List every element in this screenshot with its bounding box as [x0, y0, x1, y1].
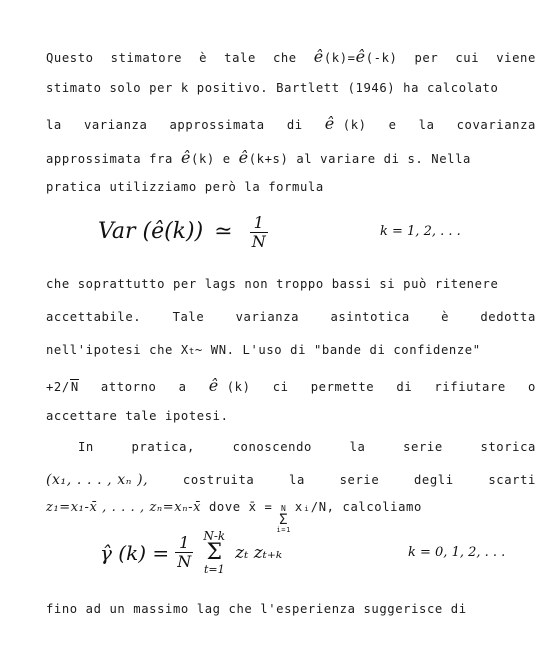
word: Questo	[46, 51, 94, 65]
k-range: k = 1, 2, . . .	[380, 224, 461, 239]
text-line-8	[46, 343, 536, 357]
rho-hat-symbol: ê	[355, 47, 366, 66]
word: che	[272, 51, 297, 65]
word: varianza	[235, 310, 300, 324]
numerator: 1	[250, 214, 268, 233]
formula-variance	[98, 214, 274, 250]
rho-hat-symbol: ê	[180, 148, 192, 167]
word: è	[199, 51, 208, 65]
handwritten-deviations: z₁=x₁-x̄ , . . . , zₙ=xₙ-x̄	[46, 500, 202, 515]
word: approssimata fra	[46, 152, 173, 166]
handwritten-series: (x₁, . . . , xₙ ),	[46, 472, 149, 488]
sum-upper: N	[280, 504, 287, 513]
subscript: t	[188, 347, 195, 357]
sum-lower: t=1	[203, 563, 225, 576]
text-line-1	[46, 47, 536, 66]
denominator: N	[251, 231, 266, 251]
summand: zₜ zₜ₊ₖ	[235, 542, 283, 563]
word: costruita	[182, 473, 255, 487]
word: +2/	[46, 380, 70, 394]
text-line-10	[46, 409, 536, 423]
sigma-icon: Σ	[279, 512, 289, 528]
text-line-5	[46, 180, 536, 194]
word: storica	[480, 440, 536, 454]
word: conoscendo	[232, 440, 312, 454]
word: dedotta	[480, 310, 536, 324]
word: viene	[496, 51, 536, 65]
word: la	[418, 118, 435, 132]
word: per	[414, 51, 439, 65]
denominator: N	[177, 552, 192, 571]
text-line-9	[46, 376, 536, 395]
word: covarianza	[456, 118, 536, 132]
formula-lhs: Var (ê(k))	[98, 219, 204, 245]
text-line-6	[46, 277, 536, 291]
word: (k)	[342, 118, 367, 132]
word: approssimata	[169, 118, 265, 132]
word: la	[46, 118, 62, 132]
word: (k+s) al variare di s. Nella	[248, 152, 471, 166]
word: degli	[413, 473, 454, 487]
sentence: stimato solo per k positivo. Bartlett (1946) ha calcolato	[46, 81, 499, 95]
word: varianza	[83, 118, 148, 132]
word: di	[396, 380, 413, 394]
approx-symbol: ≃	[214, 219, 233, 245]
word: di	[286, 118, 303, 132]
word: serie	[339, 473, 380, 487]
text-line-13	[46, 500, 536, 534]
fraction	[250, 214, 268, 250]
sentence: pratica utilizziamo però la formula	[46, 180, 324, 194]
sigma-icon: Σ	[206, 540, 223, 565]
word: a	[178, 380, 187, 394]
text-line-12	[46, 472, 536, 488]
k-range: k = 0, 1, 2, . . .	[408, 545, 506, 560]
fraction	[175, 534, 193, 570]
rho-hat-symbol: ê	[208, 376, 219, 395]
word: Tale	[172, 310, 205, 324]
word: attorno	[100, 380, 157, 394]
word: o	[528, 380, 536, 394]
word: pratica,	[131, 440, 195, 454]
word: (-k)	[365, 51, 398, 65]
word: (k)=	[323, 51, 356, 65]
sentence: fino ad un massimo lag che l'esperienza suggerisce di	[46, 602, 467, 616]
word: e	[388, 118, 397, 132]
text-line-2	[46, 81, 536, 95]
formula-lhs: γ̂ (k) =	[100, 540, 170, 565]
word: la	[289, 473, 305, 487]
numerator: 1	[175, 534, 193, 553]
formula-autocovariance	[100, 530, 282, 575]
word: serie	[403, 440, 443, 454]
word: è	[441, 310, 450, 324]
word: x̄ =	[248, 500, 273, 514]
text-line-7	[46, 310, 536, 324]
text-line-4	[46, 148, 536, 167]
sentence: che soprattutto per lags non troppo bassi si può ritenere	[46, 277, 499, 291]
word: permette	[310, 380, 375, 394]
word: accettabile.	[46, 310, 142, 324]
rho-hat-symbol: ê	[238, 148, 249, 167]
word: ci	[272, 380, 289, 394]
word: In	[78, 440, 94, 454]
word: xᵢ/N, calcoliamo	[294, 500, 422, 514]
sqrt-n: N	[70, 380, 79, 394]
word: rifiutare	[434, 380, 506, 394]
text-line-3	[46, 114, 536, 133]
word: nell'ipotesi che X	[46, 343, 189, 357]
word: dove	[208, 500, 241, 514]
word: tale	[224, 51, 256, 65]
word: (k) e	[191, 152, 231, 166]
word: scarti	[488, 473, 536, 487]
rho-hat-symbol: ê	[313, 47, 324, 66]
word: la	[349, 440, 366, 454]
rho-hat-symbol: ê	[324, 114, 335, 133]
sum-upper: N-k	[203, 529, 226, 543]
text-line-14	[46, 602, 536, 616]
summation	[203, 530, 225, 575]
word: asintotica	[330, 310, 410, 324]
sum-lower: i=1	[276, 526, 291, 534]
sentence: accettare tale ipotesi.	[46, 409, 229, 423]
text-line-11	[78, 440, 536, 454]
word: ~ WN. L'uso di "bande di confidenze"	[194, 343, 481, 357]
word: cui	[455, 51, 480, 65]
word: (k)	[226, 380, 251, 394]
word: stimatore	[110, 51, 183, 65]
